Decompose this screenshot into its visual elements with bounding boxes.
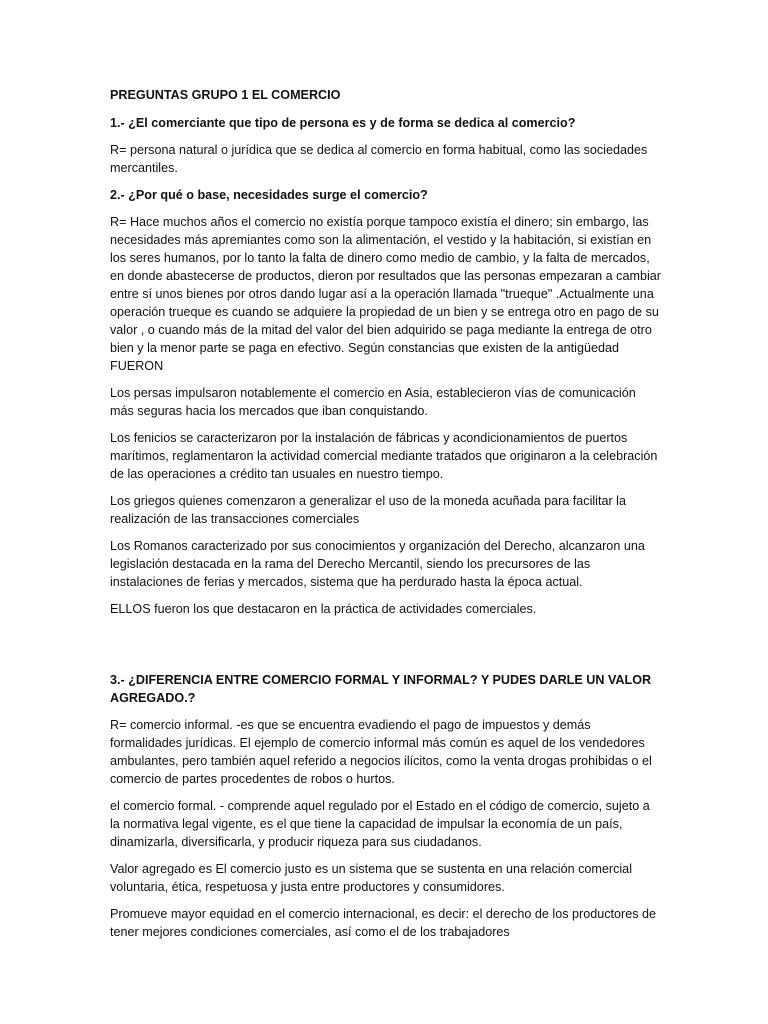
paragraph-romanos: Los Romanos caracterizado por sus conocimientos y organización del Derecho, alcanzaron una legislación destacada en la rama del Derecho Mercantil, siendo los precursores de las instalaciones de ferias y mercados, sistema que ha perdurado hasta la época actual. bbox=[110, 539, 645, 589]
section-spacer bbox=[110, 627, 662, 671]
answer-3-promueve: Promueve mayor equidad en el comercio internacional, es decir: el derecho de los productores de tener mejores condiciones comerciales, así como el de los trabajadores bbox=[110, 907, 657, 939]
question-1: 1.- ¿El comerciante que tipo de persona es y de forma se dedica al comercio? bbox=[110, 116, 576, 130]
question-3: 3.- ¿DIFERENCIA ENTRE COMERCIO FORMAL Y INFORMAL? Y PUDES DARLE UN VALOR AGREGADO.? bbox=[110, 673, 652, 705]
answer-1: R= persona natural o jurídica que se dedica al comercio en forma habitual, como las sociedades mercantiles. bbox=[110, 143, 648, 175]
answer-3-valor-agregado: Valor agregado es El comercio justo es un sistema que se sustenta en una relación comercial voluntaria, ética, respetuosa y justa entre productores y consumidores. bbox=[110, 862, 632, 894]
paragraph-griegos: Los griegos quienes comenzaron a generalizar el uso de la moneda acuñada para facilitar la realización de las transacciones comerciales bbox=[110, 494, 626, 526]
answer-2: R= Hace muchos años el comercio no existía porque tampoco existía el dinero; sin embargo, las necesidades más apremiantes como son la alimentación, el vestido y la habitación, si existían en los seres humanos, por lo tanto la falta de dinero como medio de cambio, y la falta de mercados, en donde abastecerse de productos, dieron por resultados que las personas empezaran a cambiar entre sí unos bienes por otros dando lugar así a la operación llamada "trueque" .Actualmente una operación trueque es cuando se adquiere la propiedad de un bien y se entrega otro en pago de su valor , o cuando más de la mitad del valor del bien adquirido se paga mediante la entrega de otro bien y la menor parte se paga en efectivo. Según constancias que existen de la antigüedad FUERON bbox=[110, 215, 661, 373]
document-content bbox=[110, 86, 662, 950]
answer-3-informal: R= comercio informal. -es que se encuentra evadiendo el pago de impuestos y demás formalidades jurídicas. El ejemplo de comercio informal más común es aquel de los vendedores ambulantes, pero también aquel referido a negocios ilícitos, como la venta drogas prohibidas o el comercio de partes procedentes de robos o hurtos. bbox=[110, 718, 652, 786]
document-title: PREGUNTAS GRUPO 1 EL COMERCIO bbox=[110, 88, 341, 102]
paragraph-ellos: ELLOS fueron los que destacaron en la práctica de actividades comerciales. bbox=[110, 602, 537, 616]
question-2: 2.- ¿Por qué o base, necesidades surge el comercio? bbox=[110, 188, 428, 202]
paragraph-fenicios: Los fenicios se caracterizaron por la instalación de fábricas y acondicionamientos de puertos marítimos, reglamentaron la actividad comercial mediante tratados que originaron a la celebración de las operaciones a crédito tan usuales en nuestro tiempo. bbox=[110, 431, 658, 481]
answer-3-formal: el comercio formal. - comprende aquel regulado por el Estado en el código de comercio, sujeto a la normativa legal vigente, es el que tiene la capacidad de impulsar la economía de un país, dinamizarla, diversificarla, y producir riqueza para sus ciudadanos. bbox=[110, 799, 650, 849]
paragraph-persas: Los persas impulsaron notablemente el comercio en Asia, establecieron vías de comunicación más seguras hacia los mercados que iban conquistando. bbox=[110, 386, 636, 418]
